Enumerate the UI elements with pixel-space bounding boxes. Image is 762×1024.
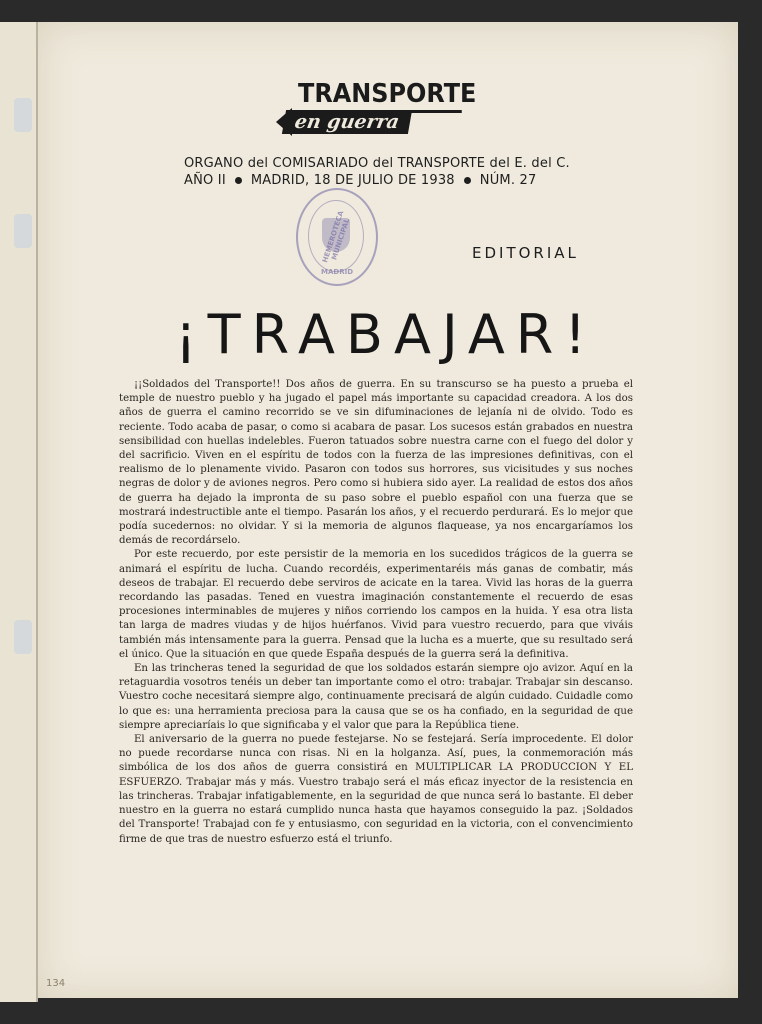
magazine-page [38,22,738,998]
issue-year: AÑO II [184,173,226,188]
page-number: 134 [46,978,66,989]
masthead-logo [278,78,476,136]
issue-number: NÚM. 27 [479,173,537,188]
paragraph: ¡¡Soldados del Transporte!! Dos años de guerra. En su transcurso se ha puesto a prueba el temple de nuestro pueblo y ha jugado el papel más importante su capacidad creadora. A los dos años de guerra el camino recorrido se ve sin difuminaciones de lejanía ni de olvido. Todo es reciente. Todo acaba de pasar, o como si acabara de pasar. Los sucesos están grabados en nuestra sensibilidad con huellas indelebles. Fueron tatuados sobre nuestra carne con el fuego del dolor y del sacrificio. Viven en el espíritu de todos con la fuerza de las impresiones definitivas, con el realismo de lo plenamente vivido. Pasaron con todos sus horrores, sus vicisitudes y sus noches negras de dolor y de aviones negros. Pero como si hubiera sido ayer. La realidad de estos dos años de guerra ha dejado la impronta de su paso sobre el pueblo español con una fuerza que se mostrará indestructible ante el tiempo. Pasarán los años, y el recuerdo perdurará. Es lo mejor que podía sucedernos: no olvidar. Y si la memoria de algunos flaquease, ya nos encargaríamos los demás de recordárselo. [119,379,633,547]
article-body [119,378,633,847]
binding-tab [14,98,32,132]
paragraph: El aniversario de la guerra no puede festejarse. No se festejará. Sería improcedente. El dolor no puede recordarse nunca con risas. Ni en la holganza. Así, pues, la conmemoración más simbólica de los dos años de guerra consistirá en MULTIPLICAR LA PRODUCCION Y EL ESFUERZO. Trabajar más y más. Vuestro trabajo será el más eficaz inyector de la resistencia en las trincheras. Trabajar infatigablemente, en la seguridad de que nunca será lo bastante. El deber nuestro en la guerra no estará cumplido nunca hasta que hayamos conseguido la paz. ¡Soldados del Transporte! Trabajad con fe y entusiasmo, con seguridad en la victoria, con el convencimiento firme de que tras de nuestro esfuerzo está el triunfo. [119,734,633,845]
article-title: ¡TRABAJAR! [175,303,597,366]
facing-page-edge [0,22,38,1002]
bullet-icon [464,177,471,184]
header-line-issue [184,173,584,188]
paragraph: En las trincheras tened la seguridad de que los soldados estarán siempre ojo avizor. Aquí en la retaguardia vosotros tenéis un deber tan importante como el otro: trabajar. Trabajar sin descanso. Vuestro coche necesitará siempre algo, continuamente precisará de algún cuidado. Cuidadle como lo que es: una herramienta preciosa para la causa que se os ha confiado, en la seguridad de que siempre apreciaríais lo que significaba y el valor que para la República tiene. [119,663,633,731]
section-label: EDITORIAL [472,244,579,262]
bullet-icon [235,177,242,184]
logo-bottom-text: en guerra [282,110,412,134]
header-line-organ: ORGANO del COMISARIADO del TRANSPORTE del E. del C. [184,156,570,171]
stamp-text-bottom: MADRID [321,268,353,276]
issue-place-date: MADRID, 18 DE JULIO DE 1938 [250,173,455,188]
paragraph: Por este recuerdo, por este persistir de la memoria en los sucedidos trágicos de la guerra se animará el espíritu de lucha. Cuando recordéis, experimentaréis más ganas de combatir, más deseos de trabajar. El recuerdo debe serviros de acicate en la tarea. Vivid las horas de la guerra recordando las pasadas. Tened en vuestra imaginación constantemente el recuerdo de esas procesiones interminables de mujeres y niños corriendo los campos en la huida. Y esa otra lista tan larga de madres viudas y de hijos huérfanos. Vivid para vuestro recuerdo, para que viváis también más intensamente para la guerra. Pensad que la lucha es a muerte, que su resultado será el único. Que la situación en que quede España después de la guerra será la definitiva. [119,549,633,660]
binding-tab [14,620,32,654]
binding-tab [14,214,32,248]
stamp-text-top: HEMEROTECA MUNICIPAL [321,209,352,264]
logo-top-text: TRANSPORTE [298,78,462,113]
library-stamp [296,188,378,286]
